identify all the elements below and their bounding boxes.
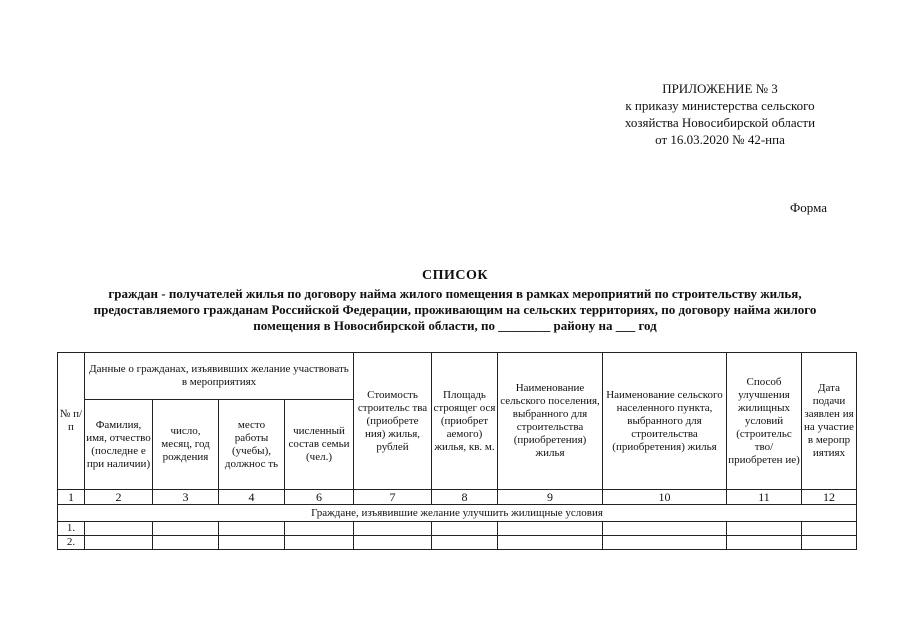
- column-number: 3: [153, 490, 219, 505]
- table-cell: [285, 522, 354, 536]
- document-title: СПИСОК: [421, 268, 489, 283]
- column-number: 1: [58, 490, 85, 505]
- document-title-block: [50, 268, 860, 334]
- table-cell: [603, 522, 727, 536]
- appendix-line-4: от 16.03.2020 № 42-нпа: [655, 132, 785, 147]
- header-fio: Фамилия, имя, отчество (последне е при наличии): [85, 400, 153, 490]
- column-number: 12: [802, 490, 857, 505]
- row-number: 1.: [58, 522, 85, 536]
- header-birth: число, месяц, год рождения: [153, 400, 219, 490]
- table-cell: [802, 522, 857, 536]
- table-cell: [219, 536, 285, 550]
- column-number-row: [58, 490, 857, 505]
- table-cell: [432, 522, 498, 536]
- column-number: 6: [285, 490, 354, 505]
- document-subtitle: граждан - получателей жилья по договору найма жилого помещения в рамках мероприятий по строительству жилья, предоставляемого гражданам Российской Федерации, проживающим на сельских территориях, по договору найма жилого помещения в Новосибирской области, по ________ району на ___ год: [93, 286, 817, 333]
- appendix-header: [590, 80, 850, 148]
- column-number: 7: [354, 490, 432, 505]
- table-cell: [153, 522, 219, 536]
- appendix-line-3: хозяйства Новосибирской области: [624, 115, 816, 130]
- header-method: Способ улучшения жилищных условий (строительс тво/ приобретен ие): [727, 353, 802, 490]
- header-work: место работы (учебы), должнос ть: [219, 400, 285, 490]
- table-cell: [802, 536, 857, 550]
- header-family: численный состав семьи (чел.): [285, 400, 354, 490]
- table-cell: [354, 522, 432, 536]
- header-date: Дата подачи заявлен ия на участие в меропр иятиях: [802, 353, 857, 490]
- table-cell: [727, 522, 802, 536]
- table-cell: [727, 536, 802, 550]
- column-number: 9: [498, 490, 603, 505]
- group-row: [58, 505, 857, 522]
- column-number: 11: [727, 490, 802, 505]
- table-cell: [153, 536, 219, 550]
- form-label: Форма: [790, 200, 827, 215]
- table-cell: [432, 536, 498, 550]
- table-cell: [354, 536, 432, 550]
- header-area: Площадь строящег ося (приобрет аемого) жилья, кв. м.: [432, 353, 498, 490]
- table-cell: [285, 536, 354, 550]
- table-cell: [498, 536, 603, 550]
- column-number: 8: [432, 490, 498, 505]
- table-cell: [85, 536, 153, 550]
- column-number: 4: [219, 490, 285, 505]
- row-number: 2.: [58, 536, 85, 550]
- header-locality: Наименование сельского населенного пункта, выбранного для строительства (приобретения) жилья: [603, 353, 727, 490]
- column-number: 10: [603, 490, 727, 505]
- group-row-label: Граждане, изъявившие желание улучшить жилищные условия: [58, 505, 857, 522]
- table-cell: [498, 522, 603, 536]
- table-row: [58, 536, 857, 550]
- table-cell: [219, 522, 285, 536]
- appendix-line-1: ПРИЛОЖЕНИЕ № 3: [662, 81, 778, 96]
- table-cell: [85, 522, 153, 536]
- header-cost: Стоимость строительс тва (приобрете ния) жилья, рублей: [354, 353, 432, 490]
- table-cell: [603, 536, 727, 550]
- table-row: [58, 522, 857, 536]
- appendix-line-2: к приказу министерства сельского: [625, 98, 815, 113]
- header-num: № п/п: [58, 353, 85, 490]
- column-number: 2: [85, 490, 153, 505]
- header-citizen-data: Данные о гражданах, изъявивших желание участвовать в мероприятиях: [85, 353, 354, 400]
- header-settlement: Наименование сельского поселения, выбранного для строительства (приобретения) жилья: [498, 353, 603, 490]
- register-table: [57, 352, 857, 550]
- header-row-1: [58, 353, 857, 400]
